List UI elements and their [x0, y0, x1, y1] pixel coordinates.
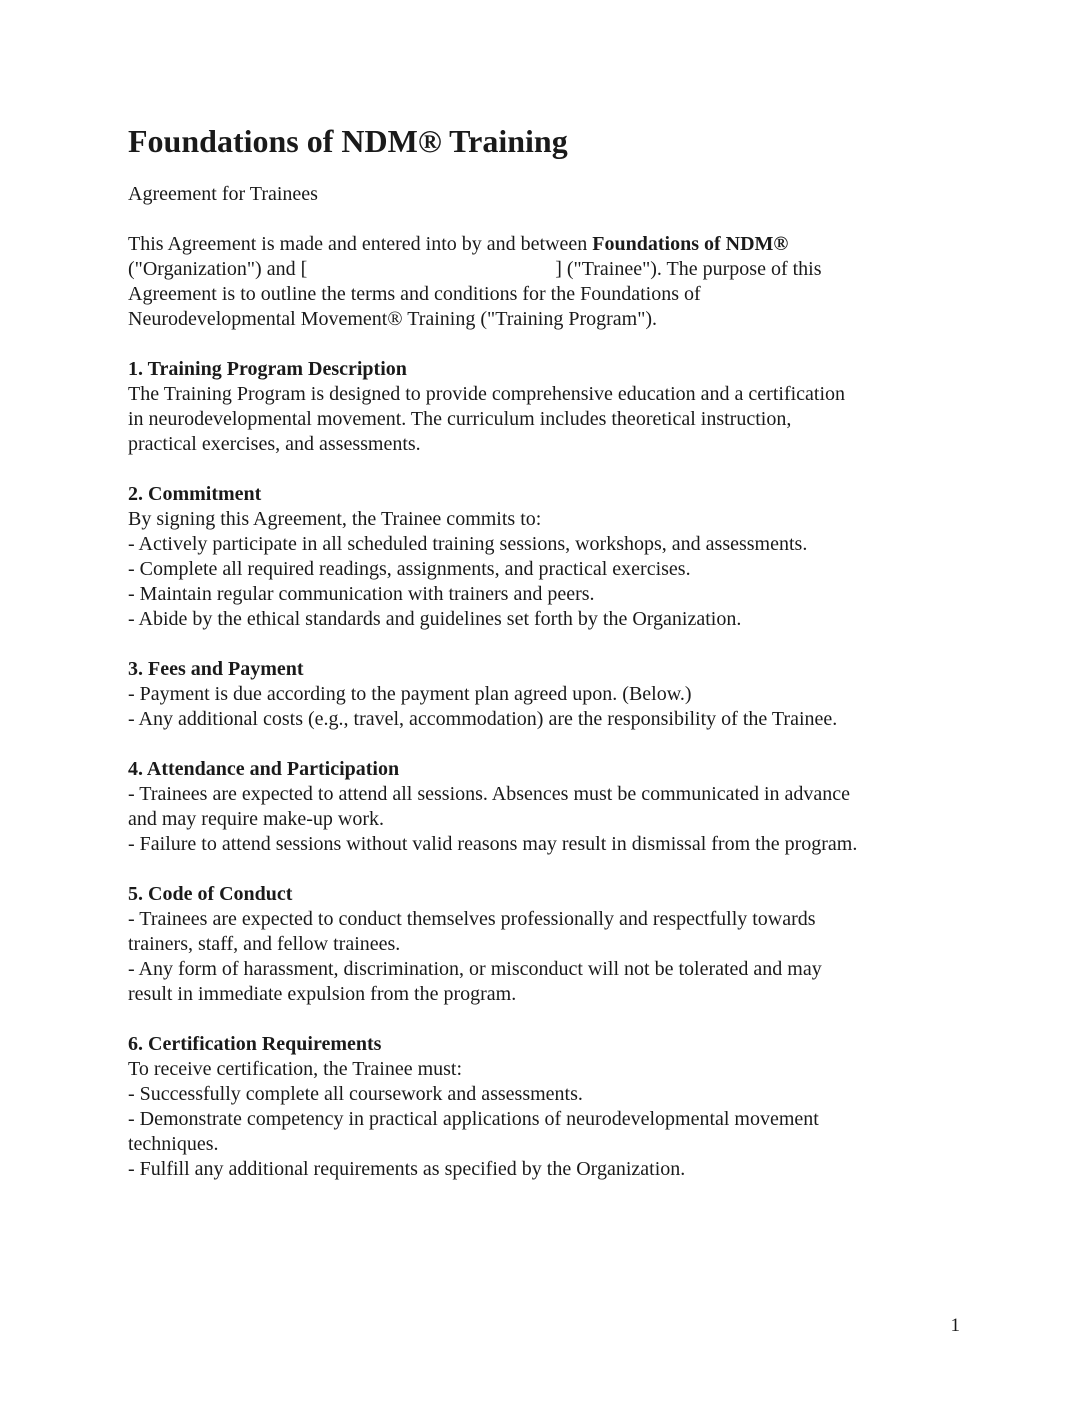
section-text-line: - Fulfill any additional requirements as specified by the Organization.	[128, 1158, 686, 1180]
intro-line2-post: ] ("Trainee"). The purpose of this	[555, 258, 822, 280]
section-text-line: result in immediate expulsion from the program.	[128, 983, 517, 1005]
section-heading: 6. Certification Requirements	[128, 1033, 382, 1055]
intro-line1-text: This Agreement is made and entered into by and between	[128, 233, 593, 255]
section-text-line: By signing this Agreement, the Trainee commits to:	[128, 508, 542, 530]
section-body	[128, 907, 960, 1007]
section-body	[128, 1057, 960, 1182]
section-heading: 4. Attendance and Participation	[128, 758, 400, 780]
sections-container	[128, 357, 960, 1182]
section-text-line: - Successfully complete all coursework and assessments.	[128, 1083, 583, 1105]
document-section	[128, 882, 960, 1007]
section-text-line: - Abide by the ethical standards and guidelines set forth by the Organization.	[128, 608, 742, 630]
document-section	[128, 757, 960, 857]
section-text-line: and may require make-up work.	[128, 808, 385, 830]
section-text-line: - Demonstrate competency in practical applications of neurodevelopmental movement	[128, 1108, 819, 1130]
intro-line2-pre: ("Organization") and [	[128, 258, 308, 280]
document-subtitle: Agreement for Trainees	[128, 183, 318, 205]
section-text-line: - Maintain regular communication with trainers and peers.	[128, 583, 595, 605]
section-body	[128, 782, 960, 857]
section-text-line: - Any form of harassment, discrimination, or misconduct will not be tolerated and may	[128, 958, 822, 980]
document-title: Foundations of NDM® Training	[128, 123, 568, 159]
intro-line-3: Agreement is to outline the terms and conditions for the Foundations of	[128, 283, 701, 305]
intro-line-1	[128, 232, 960, 257]
page-number: 1	[950, 1315, 960, 1336]
section-body	[128, 382, 960, 457]
section-text-line: - Trainees are expected to attend all sessions. Absences must be communicated in advance	[128, 783, 851, 805]
section-text-line: in neurodevelopmental movement. The curriculum includes theoretical instruction,	[128, 408, 792, 430]
intro-line-4: Neurodevelopmental Movement® Training ("Training Program").	[128, 308, 658, 330]
section-text-line: The Training Program is designed to provide comprehensive education and a certification	[128, 383, 846, 405]
section-heading: 5. Code of Conduct	[128, 883, 293, 905]
section-text-line: practical exercises, and assessments.	[128, 433, 421, 455]
intro-paragraph	[128, 232, 960, 332]
trainee-name-blank	[307, 274, 555, 275]
intro-line-2	[128, 257, 960, 282]
section-body	[128, 682, 960, 732]
section-text-line: trainers, staff, and fellow trainees.	[128, 933, 401, 955]
organization-name-bold: Foundations of NDM®	[592, 233, 789, 255]
document-section	[128, 1032, 960, 1182]
document-section	[128, 357, 960, 457]
document-section	[128, 657, 960, 732]
section-heading: 3. Fees and Payment	[128, 658, 304, 680]
section-text-line: - Actively participate in all scheduled training sessions, workshops, and assessments.	[128, 533, 808, 555]
section-text-line: techniques.	[128, 1133, 219, 1155]
section-body	[128, 507, 960, 632]
section-text-line: To receive certification, the Trainee must:	[128, 1058, 463, 1080]
section-text-line: - Failure to attend sessions without valid reasons may result in dismissal from the program.	[128, 833, 858, 855]
section-text-line: - Payment is due according to the payment plan agreed upon. (Below.)	[128, 683, 692, 705]
section-text-line: - Any additional costs (e.g., travel, accommodation) are the responsibility of the Trainee.	[128, 708, 838, 730]
section-heading: 2. Commitment	[128, 483, 262, 505]
section-text-line: - Complete all required readings, assignments, and practical exercises.	[128, 558, 691, 580]
section-text-line: - Trainees are expected to conduct themselves professionally and respectfully towards	[128, 908, 816, 930]
document-section	[128, 482, 960, 632]
section-heading: 1. Training Program Description	[128, 358, 407, 380]
